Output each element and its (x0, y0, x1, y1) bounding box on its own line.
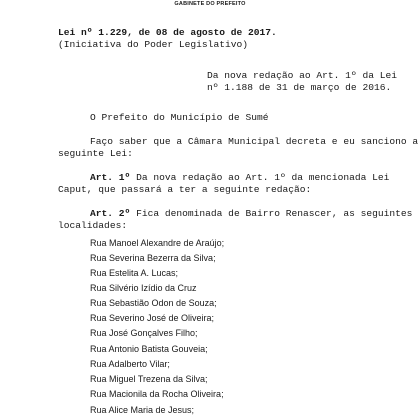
article-1-label: Art. 1º (90, 172, 131, 183)
street-item: Rua Miguel Trezena da Silva; (90, 374, 208, 384)
street-item: Rua Antonio Batista Gouveia; (90, 344, 208, 354)
article-1-line-1 (90, 172, 389, 184)
article-1-text-1: Da nova redação ao Art. 1º da mencionada Lei (130, 172, 390, 183)
ementa-line-1: Da nova redação ao Art. 1º da Lei (207, 70, 397, 81)
law-title: Lei nº 1.229, de 08 de agosto de 2017. (58, 27, 277, 38)
street-item: Rua Silvério Izídio da Cruz (90, 283, 197, 293)
street-item: Rua Estelita A. Lucas; (90, 268, 179, 278)
decree-line-1: Faço saber que a Câmara Municipal decreta e eu sanciono a (90, 136, 419, 147)
article-2-line-1 (90, 208, 412, 220)
ementa-line-2: nº 1.188 de 31 de março de 2016. (207, 82, 392, 93)
article-2-label: Art. 2º (90, 208, 131, 219)
street-item: Rua Manoel Alexandre de Araújo; (90, 238, 225, 248)
street-item: Rua Severino José de Oliveira; (90, 313, 215, 323)
street-item: Rua Sebastião Odon de Souza; (90, 298, 217, 308)
mayor-intro: O Prefeito do Município de Sumé (90, 112, 269, 123)
article-1-line-2: Caput, que passará a ter a seguinte redação: (58, 184, 312, 195)
street-item: Rua Alice Maria de Jesus; (90, 405, 195, 415)
street-item: Rua Adalberto Vilar; (90, 359, 170, 369)
street-item: Rua José Gonçalves Filho; (90, 328, 198, 338)
article-2-line-2: localidades: (58, 220, 128, 231)
initiative-note: (Iniciativa do Poder Legislativo) (58, 39, 248, 50)
decree-line-2: seguinte Lei: (58, 148, 133, 159)
article-2-text-1: Fica denominada de Bairro Renascer, as seguintes (130, 208, 413, 219)
office-header: GABINETE DO PREFEITO (174, 1, 246, 7)
street-item: Rua Severina Bezerra da Silva; (90, 253, 216, 263)
street-item: Rua Macionila da Rocha Oliveira; (90, 389, 224, 399)
